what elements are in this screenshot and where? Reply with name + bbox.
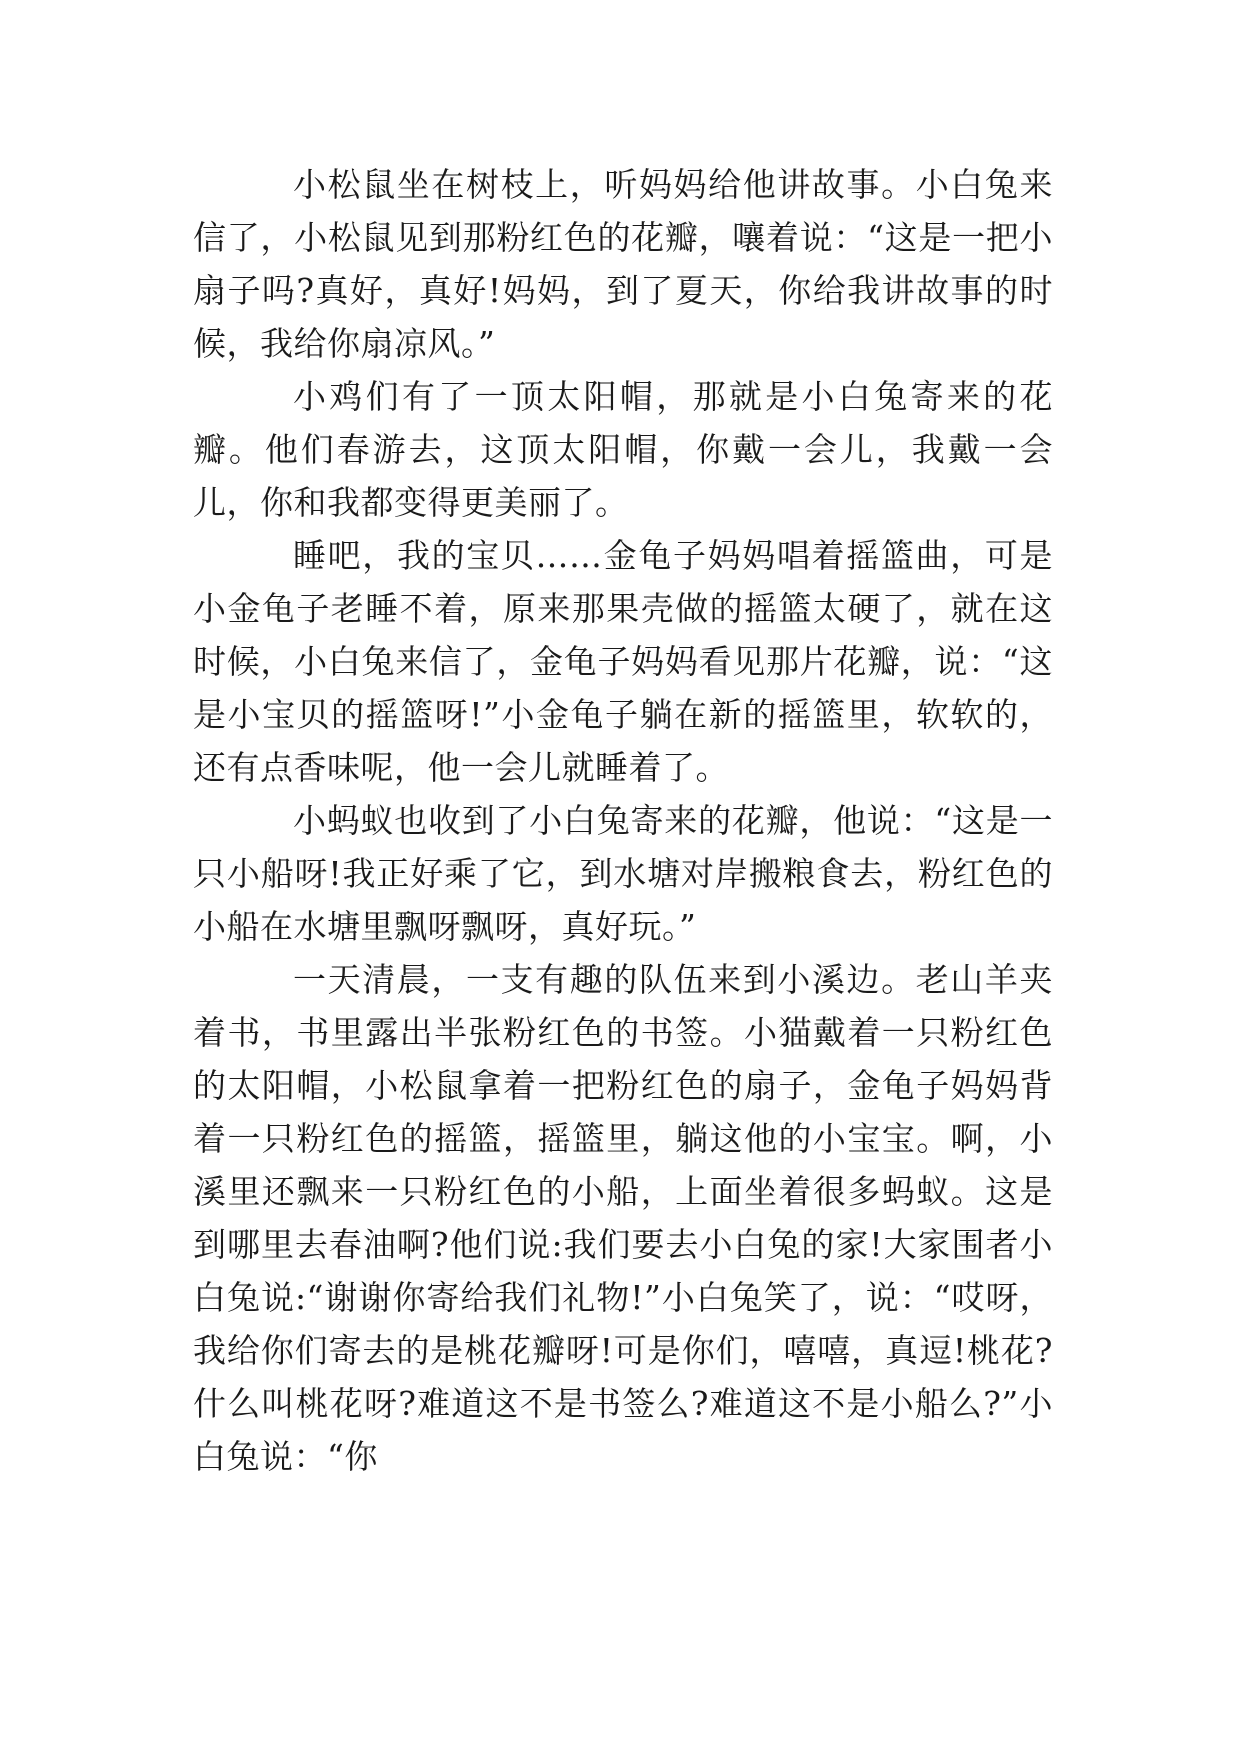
paragraph-ant: 小蚂蚁也收到了小白兔寄来的花瓣，他说：“这是一只小船呀!我正好乘了它，到水塘对岸搬粮食去，粉红色的小船在水塘里飘呀飘呀，真好玩。” xyxy=(193,801,1053,946)
paragraph-chicks: 小鸡们有了一顶太阳帽，那就是小白兔寄来的花瓣。他们春游去，这顶太阳帽，你戴一会儿，我戴一会儿，你和我都变得更美丽了。 xyxy=(193,377,1053,522)
document-body xyxy=(193,158,1053,1483)
paragraph-parade: 一天清晨，一支有趣的队伍来到小溪边。老山羊夹着书，书里露出半张粉红色的书签。小猫戴着一只粉红色的太阳帽，小松鼠拿着一把粉红色的扇子，金龟子妈妈背着一只粉红色的摇篮，摇篮里，躺这他的小宝宝。啊，小溪里还飘来一只粉红色的小船，上面坐着很多蚂蚁。这是到哪里去春油啊?他们说:我们要去小白兔的家!大家围者小白兔说:“谢谢你寄给我们礼物!”小白兔笑了，说：“哎呀，我给你们寄去的是桃花瓣呀!可是你们，嘻嘻，真逗!桃花?什么叫桃花呀?难道这不是书签么?难道这不是小船么?”小白兔说：“你 xyxy=(193,960,1053,1476)
paragraph-beetle: 睡吧，我的宝贝……金龟子妈妈唱着摇篮曲，可是小金龟子老睡不着，原来那果壳做的摇篮太硬了，就在这时候，小白兔来信了，金龟子妈妈看见那片花瓣，说：“这是小宝贝的摇篮呀!”小金龟子躺在新的摇篮里，软软的，还有点香味呢，他一会儿就睡着了。 xyxy=(193,536,1053,787)
paragraph-squirrel: 小松鼠坐在树枝上，听妈妈给他讲故事。小白兔来信了，小松鼠见到那粉红色的花瓣，嚷着说：“这是一把小扇子吗?真好，真好!妈妈，到了夏天，你给我讲故事的时候，我给你扇凉风。” xyxy=(193,165,1053,363)
